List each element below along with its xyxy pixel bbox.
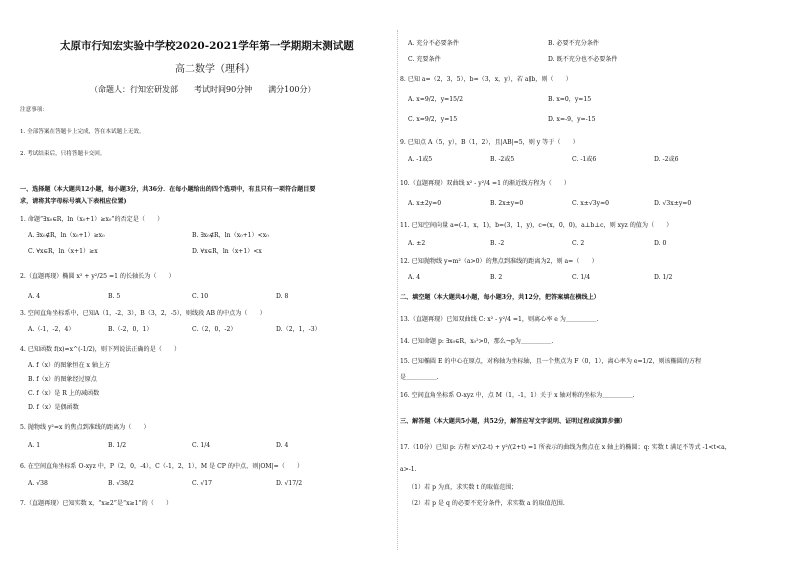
q9-option-a: A. -1或5 [408,156,433,163]
question-12: 12. 已知抛物线 y=m²（a>0）的焦点到准线的距离为2，则 a=（ ） [400,258,598,265]
q12-option-d: D. 1/2 [654,274,673,281]
q2-option-a: A. 4 [28,293,41,300]
section1-heading: 一、选择题（本大题共12小题，每小题3分，共36分．在每小题给出的四个选项中，有且只有一项符合题目要 [20,186,316,193]
question-10: 10.（直题再现）双曲线 x² - y²/4 =1 的渐近线方程为（ ） [400,180,570,187]
q7-option-b: B. 必要不充分条件 [548,40,600,47]
q2-option-c: C. 10 [192,293,209,300]
exam-subtitle: 高二数学（理科） [175,64,255,75]
q3-option-a: A.（-1，-2，4） [28,326,75,333]
exam-title: 太原市行知宏实验中学校2020-2021学年第一学期期末测试题 [60,40,354,52]
q8-option-a: A. x=9/2，y=15/2 [408,96,463,103]
question-14: 14. 已知命题 p: ∃x₀∈R，x₀²>0，那么¬p为＿＿＿＿＿. [400,338,554,345]
question-3: 3. 空间直角坐标系中，已知A（1，-2，3），B（3，2，-5），则线段 AB 的中点为（ ） [20,310,266,317]
section3-heading: 三、解答题（本大题共5小题，共52分，解答应写文字说明、证明过程或演算步骤） [400,418,627,425]
exam-info: （命题人：行知宏研发部 考试时间90分钟 满分100分） [90,85,316,94]
q7-option-c: C. 充要条件 [408,56,441,63]
q1-option-d: D. ∀x∈R，ln（x+1）<x [192,248,262,255]
q12-option-a: A. 4 [408,274,421,281]
q12-option-c: C. 1/4 [572,274,591,281]
q4-option-b: B. f（x）的图象经过原点 [28,376,97,383]
q7-option-a: A. 充分不必要条件 [408,40,459,47]
q10-option-b: B. 2x±y=0 [490,200,524,207]
q2-option-d: D. 8 [276,293,289,300]
q6-option-b: B. √38/2 [108,480,134,487]
question-17-part2: （2）若 p 是 q 的必要不充分条件，求实数 a 的取值范围. [408,500,565,507]
question-8: 8. 已知 a=（2，3，5），b=（3，x，y），若 a∥b，则（ ） [400,76,572,83]
q8-option-d: D. x=-9，y=-15 [548,116,596,123]
question-15-cont: 是＿＿＿＿＿. [400,374,439,381]
q10-option-a: A. x±2y=0 [408,200,442,207]
question-5: 5. 抛物线 y²=x 的焦点到准线的距离为（ ） [20,424,150,431]
q1-option-b: B. ∃x₀∉R，ln（x₀+1）<x₀ [192,232,269,239]
q11-option-d: D. 0 [654,240,667,247]
q1-option-a: A. ∃x₀∉R，ln（x₀+1）≥x₀ [28,232,105,239]
q11-option-b: B. -2 [490,240,505,247]
q3-option-d: D.（2，1，-3） [276,326,321,333]
question-15: 15. 已知椭圆 E 的中心在原点，对称轴为坐标轴，且一个焦点为 F（0，1），离心率为 e=1/2，则该椭圆的方程 [400,358,702,365]
q5-option-c: C. 1/4 [192,442,211,449]
note-2: 2. 考试结束后，只将答题卡交回。 [20,151,106,157]
q1-option-c: C. ∀x∈R，ln（x+1）≥x [28,248,98,255]
q3-option-c: C.（2，0，-2） [192,326,237,333]
section1-heading-cont: 求，请将其字母标号填入下表相应位置) [20,198,127,205]
q7-option-d: D. 既不充分也不必要条件 [548,56,618,63]
question-17: 17.（10分）已知 p: 方程 x²/(2-t) + y²/(2+t) =1 所表示的曲线为焦点在 x 轴上的椭圆；q: 实数 t 满足不等式 -1<t<a， [400,444,731,451]
question-17-cont: a>-1. [400,466,417,473]
q10-option-d: D. √3x±y=0 [654,200,692,207]
question-4: 4. 已知函数 f(x)=x^(-1/2)，则下列说法正确的是（ ） [20,346,181,353]
q8-option-c: C. x=9/2，y=15 [408,116,458,123]
q4-option-c: C. f（x）是 R 上的减函数 [28,390,100,397]
q6-option-d: D. √17/2 [276,480,303,487]
question-16: 16. 空间直角坐标系 O-xyz 中，点 M（1，-1，1）关于 x 轴对称的坐标为＿＿＿＿＿. [400,392,635,399]
question-7: 7.（直题再现）已知实数 x，“x≥2”是“x≥1”的（ ） [20,500,173,507]
question-2: 2.（直题再现）椭圆 x² + y²/25 =1 的长轴长为（ ） [20,273,175,280]
question-9: 9. 已知点 A（5，y），B（1，2），且|AB|=5，则 y 等于（ ） [400,139,579,146]
q6-option-a: A. √38 [28,480,48,487]
q8-option-b: B. x=0，y=15 [548,96,592,103]
q6-option-c: C. √17 [192,480,212,487]
q11-option-c: C. 2 [572,240,585,247]
note-1: 1. 全部答案在答题卡上完成，答在本试题上无效。 [20,129,145,135]
q9-option-d: D. -2或6 [654,156,679,163]
q5-option-d: D. 4 [276,442,289,449]
q5-option-a: A. 1 [28,442,41,449]
question-11: 11. 已知空间向量 a=(-1，x，1)，b=(3，1，y)，c=(x，0，0)，a⊥b⊥c，则 xyz 的值为（ ） [400,222,673,229]
q4-option-a: A. f（x）的图象恒在 x 轴上方 [28,362,111,369]
q9-option-b: B. -2或5 [490,156,515,163]
column-divider [397,30,398,550]
question-1: 1. 命题“∃x₀∈R，ln（x₀+1）≥x₀”的否定是（ ） [20,216,164,223]
q10-option-c: C. x±√3y=0 [572,200,610,207]
notes-heading: 注意事项： [20,107,48,113]
q9-option-c: C. -1或6 [572,156,597,163]
q11-option-a: A. ±2 [408,240,426,247]
q12-option-b: B. 2 [490,274,503,281]
q2-option-b: B. 5 [108,293,121,300]
question-17-part1: （1）若 p 为真，求实数 t 的取值范围； [408,484,518,491]
question-13: 13.（直题再现）已知双曲线 C: x² - y²/4 =1，则离心率 e 为＿＿＿＿＿. [400,316,599,323]
section2-heading: 二、填空题（本大题共4小题，每小题3分，共12分，把答案填在横线上） [400,294,600,301]
q3-option-b: B.（-2，0，1） [108,326,153,333]
question-6: 6. 在空间直角坐标系 O-xyz 中，P（2，0，-4），C（-1，2，1），M 是 CP 的中点，则|OM|=（ ） [20,463,304,470]
q5-option-b: B. 1/2 [108,442,127,449]
q4-option-d: D. f（x）是偶函数 [28,404,79,411]
